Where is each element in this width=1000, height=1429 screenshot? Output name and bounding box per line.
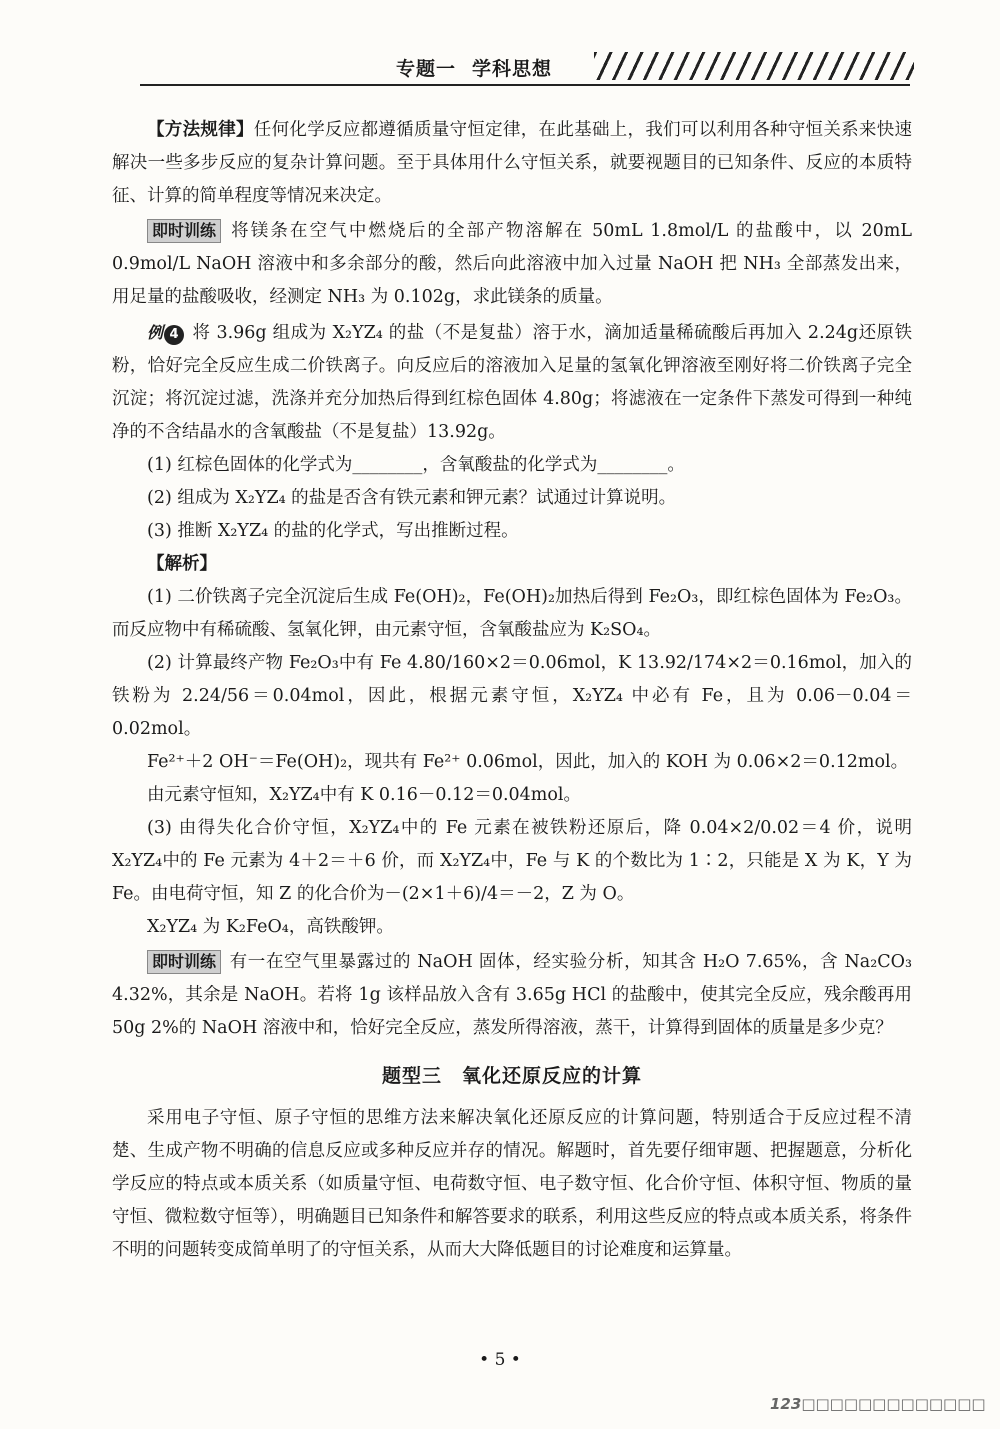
training-paragraph-2 (112, 946, 912, 1045)
analysis-1: (1) 二价铁离子完全沉淀后生成 Fe(OH)₂，Fe(OH)₂加热后得到 Fe₂O₃，即红棕色固体为 Fe₂O₃。而反应物中有稀硫酸、氢氧化钾，由元素守恒，含氧酸盐应为 K₂SO₄。 (112, 587, 912, 640)
training-text-2: 有一在空气里暴露过的 NaOH 固体，经实验分析，知其含 H₂O 7.65%，含 Na₂CO₃ 4.32%，其余是 NaOH。若将 1g 该样品放入含有 3.65g HCl 的盐酸中，使其完全反应，残余酸再用 50g 2%的 NaOH 溶液中和，恰好完全反应，蒸发所得溶液，蒸干，计算得到固体的质量是多少克？ (112, 952, 912, 1038)
example-label: 例 (147, 323, 164, 342)
section-title: 题型三 氧化还原反应的计算 (381, 1065, 642, 1087)
header-title-part: 专题一 (396, 58, 457, 80)
method-paragraph (112, 114, 912, 213)
question-3: (3) 推断 X₂YZ₄ 的盐的化学式，写出推断过程。 (147, 521, 519, 541)
section-body: 采用电子守恒、原子守恒的思维方法来解决氧化还原反应的计算问题，特别适合于反应过程不清楚、生成产物不明确的信息反应或多种反应并存的情况。解题时，首先要仔细审题、把握题意，分析化学反应的特点或本质关系（如质量守恒、电荷数守恒、电子数守恒、化合价守恒、体积守恒、物质的量守恒、微粒数守恒等），明确题目已知条件和解答要求的联系，利用这些反应的特点或本质关系，将条件不明的问题转变成简单明了的守恒关系，从而大大降低题目的讨论难度和运算量。 (112, 1108, 912, 1260)
training-tag: 即时训练 (147, 950, 221, 974)
header-title (396, 54, 552, 81)
footer-mark (770, 1395, 986, 1413)
example-paragraph (112, 316, 912, 449)
analysis-heading: 【解析】 (147, 554, 217, 574)
header-title-part: 学科思想 (472, 58, 553, 80)
training-paragraph-1 (112, 215, 912, 314)
footer-mark-number: 123 (770, 1395, 802, 1413)
example-number: 4 (164, 325, 184, 345)
training-text-1: 将镁条在空气中燃烧后的全部产物溶解在 50mL 1.8mol/L 的盐酸中，以 20mL 0.9mol/L NaOH 溶液中和多余部分的酸，然后向此溶液中加入过量 NaOH 把 NH₃ 全部蒸发出来，用足量的盐酸吸收，经测定 NH₃ 为 0.102g，求此镁条的质量。 (112, 221, 912, 307)
analysis-5: (3) 由得失化合价守恒，X₂YZ₄中的 Fe 元素在被铁粉还原后，降 0.04×2/0.02＝4 价，说明 X₂YZ₄中的 Fe 元素为 4＋2＝＋6 价，而 X₂YZ₄中，Fe 与 K 的个数比为 1∶2，只能是 X 为 K，Y 为 Fe。由电荷守恒，知 Z 的化合价为－(2×1＋6)/4＝－2，Z 为 O。 (112, 818, 912, 904)
question-2: (2) 组成为 X₂YZ₄ 的盐是否含有铁元素和钾元素？试通过计算说明。 (147, 488, 677, 508)
page-number: • 5 • (479, 1350, 521, 1370)
header-rule (140, 84, 910, 86)
footer-mark-boxes: □□□□□□□□□□□□□ (801, 1395, 986, 1413)
analysis-4: 由元素守恒知，X₂YZ₄中有 K 0.16－0.12＝0.04mol。 (147, 785, 582, 805)
example-badge (147, 316, 184, 349)
analysis-2: (2) 计算最终产物 Fe₂O₃中有 Fe 4.80/160×2＝0.06mol，K 13.92/174×2＝0.16mol，加入的铁粉为 2.24/56＝0.04mol，因此，根据元素守恒，X₂YZ₄ 中必有 Fe，且为 0.06－0.04＝0.02mol。 (112, 653, 912, 739)
analysis-6: X₂YZ₄ 为 K₂FeO₄，高铁酸钾。 (147, 917, 394, 937)
method-tag: 【方法规律】 (147, 120, 254, 140)
question-1: (1) 红棕色固体的化学式为________，含氧酸盐的化学式为________。 (147, 455, 685, 475)
analysis-3: Fe²⁺＋2 OH⁻＝Fe(OH)₂，现共有 Fe²⁺ 0.06mol，因此，加入的 KOH 为 0.06×2＝0.12mol。 (147, 752, 909, 772)
header-hatch-decoration (594, 52, 914, 80)
page-header (0, 48, 1000, 88)
example-text: 将 3.96g 组成为 X₂YZ₄ 的盐（不是复盐）溶于水，滴加适量稀硫酸后再加入 2.24g还原铁粉，恰好完全反应生成二价铁离子。向反应后的溶液加入足量的氢氧化钾溶液至刚好将二价铁离子完全沉淀；将沉淀过滤，洗涤并充分加热后得到红棕色固体 4.80g；将滤液在一定条件下蒸发可得到一种纯净的不含结晶水的含氧酸盐（不是复盐）13.92g。 (112, 323, 912, 442)
page-content (112, 114, 912, 1267)
method-text: 任何化学反应都遵循质量守恒定律，在此基础上，我们可以利用各种守恒关系来快速解决一些多步反应的复杂计算问题。至于具体用什么守恒关系，就要视题目的已知条件、反应的本质特征、计算的简单程度等情况来决定。 (112, 120, 913, 206)
training-tag: 即时训练 (147, 219, 221, 243)
